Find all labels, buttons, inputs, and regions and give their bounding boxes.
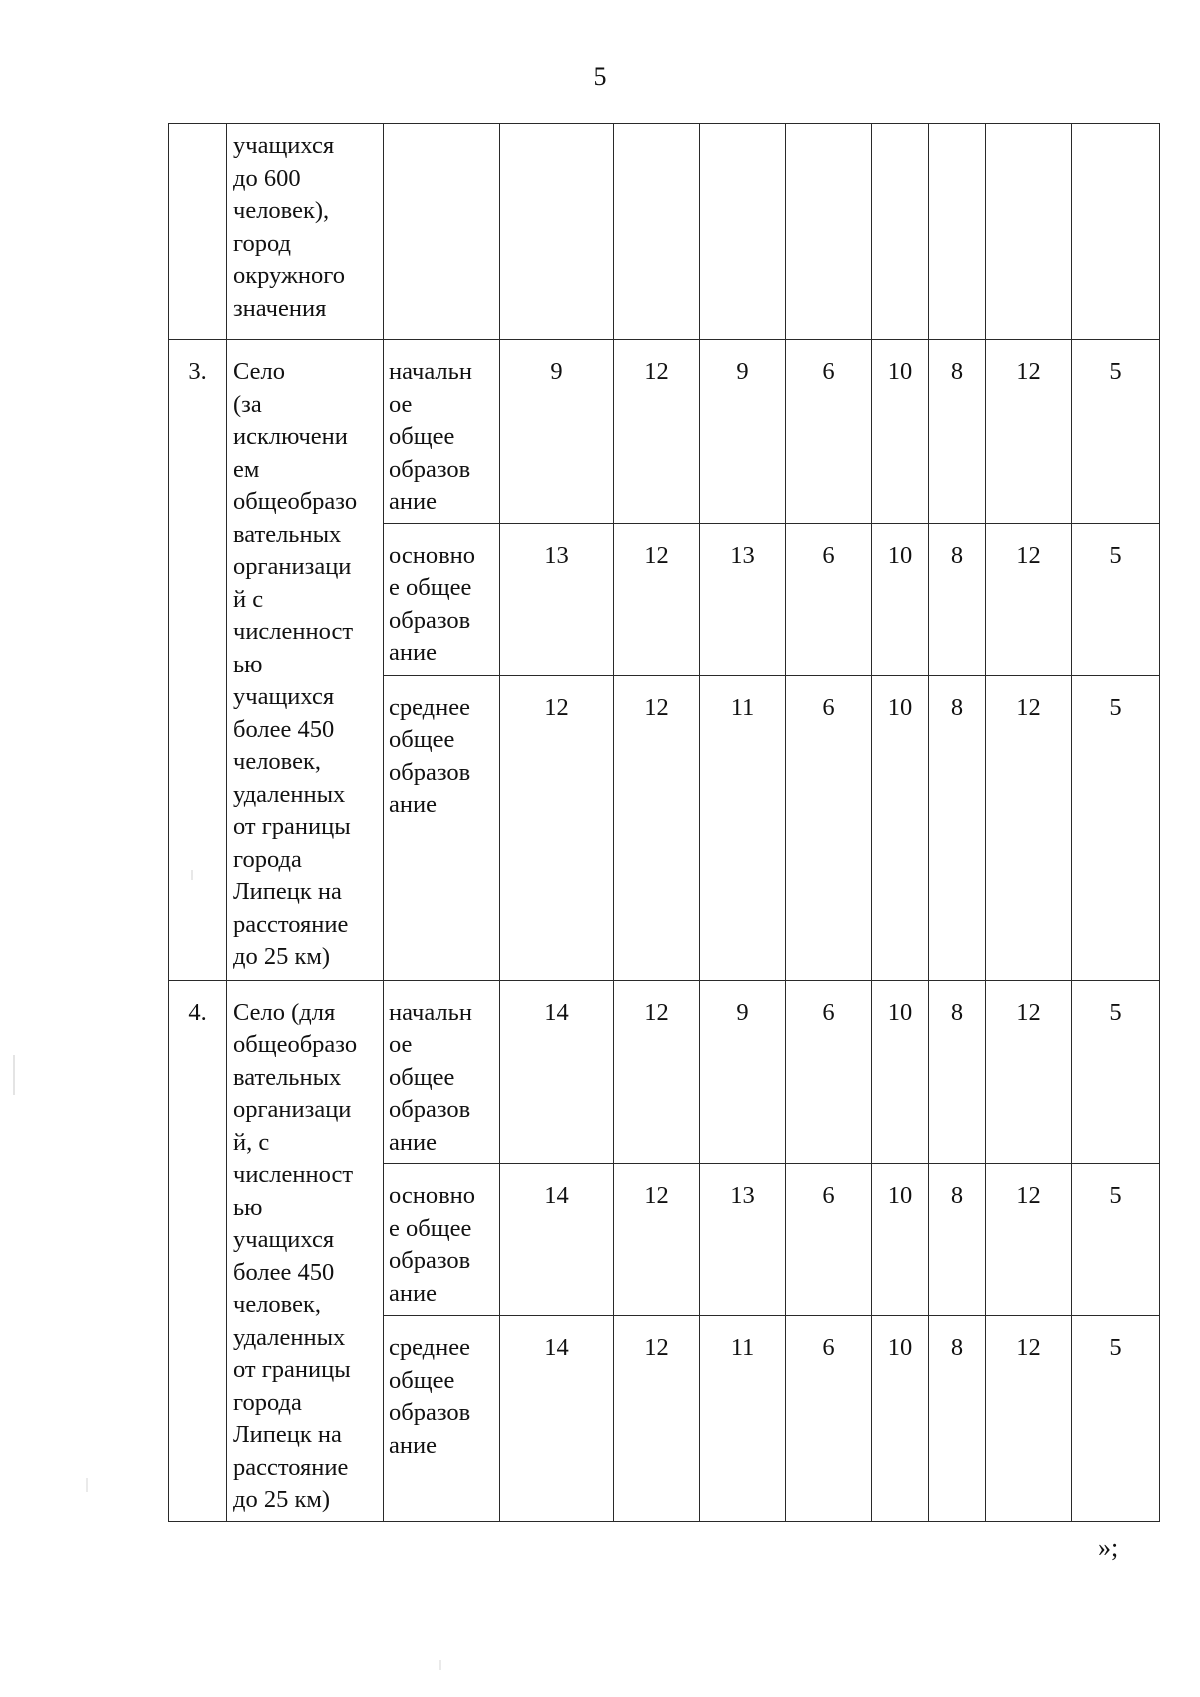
value-cell: 12	[614, 1316, 700, 1522]
value-cell: 6	[786, 340, 872, 524]
value-cell: 12	[986, 1316, 1072, 1522]
value-cell	[786, 124, 872, 340]
value-cell: 13	[700, 523, 786, 675]
value-cell: 12	[500, 675, 614, 980]
education-level-cell: основно е общее образов ание	[384, 1164, 500, 1316]
value-cell: 12	[986, 980, 1072, 1164]
value-cell	[500, 124, 614, 340]
closing-quote-mark: »;	[1098, 1533, 1119, 1562]
value-cell: 5	[1072, 980, 1160, 1164]
value-cell: 8	[929, 1164, 986, 1316]
value-cell: 9	[700, 980, 786, 1164]
value-cell: 11	[700, 1316, 786, 1522]
table-row	[169, 980, 1160, 1164]
value-cell: 13	[700, 1164, 786, 1316]
value-cell: 12	[614, 1164, 700, 1316]
row-number-cell: 4.	[169, 980, 227, 1522]
value-cell: 8	[929, 1316, 986, 1522]
value-cell: 6	[786, 980, 872, 1164]
row-number-cell	[169, 124, 227, 340]
table-row-continuation	[169, 124, 1160, 340]
value-cell: 12	[986, 340, 1072, 524]
value-cell: 10	[872, 980, 929, 1164]
value-cell: 10	[872, 340, 929, 524]
value-cell: 10	[872, 523, 929, 675]
education-level-cell: основно е общее образов ание	[384, 523, 500, 675]
value-cell: 8	[929, 340, 986, 524]
value-cell: 12	[614, 340, 700, 524]
value-cell: 5	[1072, 1164, 1160, 1316]
value-cell: 12	[614, 675, 700, 980]
value-cell	[872, 124, 929, 340]
value-cell	[929, 124, 986, 340]
value-cell: 10	[872, 675, 929, 980]
value-cell: 6	[786, 675, 872, 980]
education-level-cell: среднее общее образов ание	[384, 1316, 500, 1522]
value-cell: 8	[929, 980, 986, 1164]
value-cell: 14	[500, 1164, 614, 1316]
value-cell	[700, 124, 786, 340]
value-cell: 13	[500, 523, 614, 675]
value-cell: 12	[986, 523, 1072, 675]
education-level-cell: начальн ое общее образов ание	[384, 980, 500, 1164]
value-cell: 10	[872, 1316, 929, 1522]
value-cell: 10	[872, 1164, 929, 1316]
education-level-cell: начальн ое общее образов ание	[384, 340, 500, 524]
settlement-label-cell: Село (для общеобразо вательных организаци й, с численност ью учащихся более 450 человек, удаленных от границы города Липецк на расстояние до 25 км)	[227, 980, 384, 1522]
page-number: 5	[593, 62, 607, 91]
value-cell: 9	[500, 340, 614, 524]
value-cell	[614, 124, 700, 340]
value-cell: 6	[786, 1316, 872, 1522]
value-cell: 9	[700, 340, 786, 524]
value-cell: 5	[1072, 1316, 1160, 1522]
value-cell: 8	[929, 675, 986, 980]
row-number-cell: 3.	[169, 340, 227, 981]
value-cell	[1072, 124, 1160, 340]
value-cell: 12	[986, 675, 1072, 980]
value-cell: 5	[1072, 340, 1160, 524]
value-cell: 6	[786, 1164, 872, 1316]
education-level-cell: среднее общее образов ание	[384, 675, 500, 980]
value-cell: 14	[500, 980, 614, 1164]
value-cell: 11	[700, 675, 786, 980]
value-cell: 6	[786, 523, 872, 675]
value-cell	[986, 124, 1072, 340]
value-cell: 12	[614, 980, 700, 1164]
value-cell: 5	[1072, 675, 1160, 980]
value-cell: 8	[929, 523, 986, 675]
education-level-cell	[384, 124, 500, 340]
settlement-label-cell: учащихся до 600 человек), город окружного значения	[227, 124, 384, 340]
norms-table	[168, 123, 1160, 1522]
table-row	[169, 340, 1160, 524]
value-cell: 12	[614, 523, 700, 675]
settlement-label-cell: Село (за исключени ем общеобразо вательных организаци й с численност ью учащихся более 450 человек, удаленных от границы города Липецк на расстояние до 25 км)	[227, 340, 384, 981]
value-cell: 12	[986, 1164, 1072, 1316]
value-cell: 5	[1072, 523, 1160, 675]
value-cell: 14	[500, 1316, 614, 1522]
